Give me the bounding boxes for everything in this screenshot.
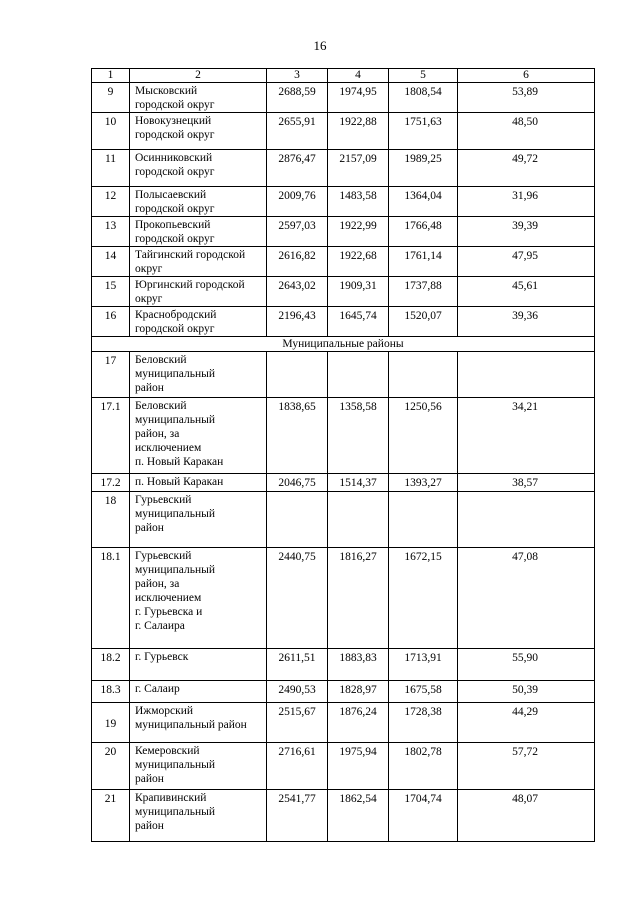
table-row <box>92 247 595 277</box>
value-cell-v4: 1816,27 <box>328 548 389 649</box>
municipality-name-cell <box>130 83 267 113</box>
municipality-name-line: городской округ <box>135 323 215 335</box>
municipality-name-line: Полысаевский <box>135 189 207 201</box>
municipality-name-cell <box>130 352 267 398</box>
value-cell-v3: 2440,75 <box>267 548 328 649</box>
municipality-name-line: округ <box>135 263 163 275</box>
row-number-cell: 20 <box>92 743 130 790</box>
municipality-name-cell <box>130 113 267 150</box>
row-number-cell: 18.1 <box>92 548 130 649</box>
value-cell-v3: 2611,51 <box>267 649 328 681</box>
value-cell-v4: 1358,58 <box>328 398 389 474</box>
municipality-name-line: Юргинский городской <box>135 279 245 291</box>
table-row <box>92 474 595 492</box>
value-cell-v4: 1883,83 <box>328 649 389 681</box>
value-cell-v3: 2643,02 <box>267 277 328 307</box>
table-row <box>92 703 595 743</box>
table-row <box>92 352 595 398</box>
value-cell-v3: 2716,61 <box>267 743 328 790</box>
value-cell-v5: 1675,58 <box>389 681 458 703</box>
value-cell-v5 <box>389 492 458 548</box>
row-number-cell: 17.1 <box>92 398 130 474</box>
section-row <box>92 337 595 352</box>
value-cell-v3: 2655,91 <box>267 113 328 150</box>
value-cell-v6: 55,90 <box>458 649 595 681</box>
row-number-cell: 17 <box>92 352 130 398</box>
header-cell: 2 <box>130 69 267 83</box>
value-cell-v4: 1876,24 <box>328 703 389 743</box>
table-row <box>92 83 595 113</box>
municipality-name-line: Мысковский <box>135 85 198 97</box>
value-cell-v6: 53,89 <box>458 83 595 113</box>
table-row <box>92 217 595 247</box>
table-row <box>92 548 595 649</box>
value-cell-v6: 48,07 <box>458 790 595 842</box>
municipality-name-line: район <box>135 820 164 832</box>
value-cell-v5: 1808,54 <box>389 83 458 113</box>
row-number-cell: 18.3 <box>92 681 130 703</box>
municipality-name-line: муниципальный район <box>135 719 247 731</box>
municipality-name-cell <box>130 474 267 492</box>
municipality-name-line: муниципальный <box>135 414 216 426</box>
value-cell-v5: 1713,91 <box>389 649 458 681</box>
municipality-name-line: Беловский <box>135 354 187 366</box>
value-cell-v3: 2490,53 <box>267 681 328 703</box>
row-number-cell: 12 <box>92 187 130 217</box>
value-cell-v5: 1364,04 <box>389 187 458 217</box>
municipality-name-line: муниципальный <box>135 508 216 520</box>
value-cell-v6: 45,61 <box>458 277 595 307</box>
value-cell-v5: 1393,27 <box>389 474 458 492</box>
value-cell-v4 <box>328 352 389 398</box>
value-cell-v4: 1514,37 <box>328 474 389 492</box>
value-cell-v3 <box>267 352 328 398</box>
table-row <box>92 492 595 548</box>
header-cell: 6 <box>458 69 595 83</box>
municipality-name-line: Гурьевский <box>135 494 192 506</box>
municipality-name-line: городской округ <box>135 233 215 245</box>
row-number-cell: 17.2 <box>92 474 130 492</box>
municipality-name-cell <box>130 681 267 703</box>
table-row <box>92 307 595 337</box>
municipality-name-line: Тайгинский городской <box>135 249 246 261</box>
municipality-name-cell <box>130 492 267 548</box>
row-number-cell: 10 <box>92 113 130 150</box>
row-number-cell: 9 <box>92 83 130 113</box>
value-cell-v6: 49,72 <box>458 150 595 187</box>
table-row <box>92 150 595 187</box>
value-cell-v4: 1922,99 <box>328 217 389 247</box>
table-row <box>92 790 595 842</box>
value-cell-v6: 31,96 <box>458 187 595 217</box>
value-cell-v6: 34,21 <box>458 398 595 474</box>
value-cell-v3: 2541,77 <box>267 790 328 842</box>
value-cell-v4: 1645,74 <box>328 307 389 337</box>
row-number-cell: 11 <box>92 150 130 187</box>
municipality-name-cell <box>130 307 267 337</box>
value-cell-v6: 39,39 <box>458 217 595 247</box>
municipality-name-line: г. Салаир <box>135 683 180 695</box>
municipality-name-cell <box>130 247 267 277</box>
municipality-name-line: Прокопьевский <box>135 219 211 231</box>
value-cell-v4: 1922,88 <box>328 113 389 150</box>
municipality-name-line: Беловский <box>135 400 187 412</box>
municipality-name-cell <box>130 217 267 247</box>
header-cell: 4 <box>328 69 389 83</box>
value-cell-v5: 1761,14 <box>389 247 458 277</box>
value-cell-v5: 1728,38 <box>389 703 458 743</box>
value-cell-v5: 1802,78 <box>389 743 458 790</box>
value-cell-v6 <box>458 492 595 548</box>
municipality-name-line: г. Салаира <box>135 620 185 632</box>
row-number-cell: 18.2 <box>92 649 130 681</box>
value-cell-v4: 1909,31 <box>328 277 389 307</box>
value-cell-v3 <box>267 492 328 548</box>
table-row <box>92 743 595 790</box>
row-number-cell: 15 <box>92 277 130 307</box>
value-cell-v5: 1737,88 <box>389 277 458 307</box>
municipality-name-line: муниципальный <box>135 564 216 576</box>
municipality-name-line: район, за <box>135 428 180 440</box>
municipality-name-line: район <box>135 382 164 394</box>
table-row <box>92 113 595 150</box>
value-cell-v4: 1483,58 <box>328 187 389 217</box>
value-cell-v5: 1751,63 <box>389 113 458 150</box>
municipality-name-line: Кемеровский <box>135 745 200 757</box>
municipality-name-line: Ижморский <box>135 705 194 717</box>
value-cell-v6: 47,08 <box>458 548 595 649</box>
value-cell-v5: 1250,56 <box>389 398 458 474</box>
value-cell-v5: 1520,07 <box>389 307 458 337</box>
municipality-name-line: Новокузнецкий <box>135 115 212 127</box>
value-cell-v4: 1828,97 <box>328 681 389 703</box>
municipality-name-line: Осинниковский <box>135 152 213 164</box>
page-number: 16 <box>313 38 327 53</box>
municipality-name-line: Крапивинский <box>135 792 207 804</box>
municipality-name-cell <box>130 790 267 842</box>
header-cell: 3 <box>267 69 328 83</box>
value-cell-v4 <box>328 492 389 548</box>
row-number-cell: 18 <box>92 492 130 548</box>
table-row <box>92 398 595 474</box>
value-cell-v3: 1838,65 <box>267 398 328 474</box>
value-cell-v3: 2009,76 <box>267 187 328 217</box>
municipality-name-line: район, за <box>135 578 180 590</box>
municipality-name-line: округ <box>135 293 163 305</box>
value-cell-v4: 1974,95 <box>328 83 389 113</box>
value-cell-v3: 2515,67 <box>267 703 328 743</box>
value-cell-v5: 1989,25 <box>389 150 458 187</box>
value-cell-v6: 44,29 <box>458 703 595 743</box>
municipality-name-cell <box>130 150 267 187</box>
header-cell: 5 <box>389 69 458 83</box>
section-title: Муниципальные районы <box>92 337 595 352</box>
municipality-name-line: городской округ <box>135 166 215 178</box>
municipality-name-line: исключением <box>135 442 202 454</box>
row-number-cell: 16 <box>92 307 130 337</box>
municipality-name-cell <box>130 703 267 743</box>
row-number-cell: 14 <box>92 247 130 277</box>
municipality-name-cell <box>130 649 267 681</box>
municipality-name-line: городской округ <box>135 203 215 215</box>
value-cell-v6 <box>458 352 595 398</box>
municipality-name-cell <box>130 743 267 790</box>
value-cell-v4: 2157,09 <box>328 150 389 187</box>
value-cell-v5: 1766,48 <box>389 217 458 247</box>
value-cell-v3: 2876,47 <box>267 150 328 187</box>
value-cell-v5: 1704,74 <box>389 790 458 842</box>
municipality-name-line: городской округ <box>135 129 215 141</box>
value-cell-v6: 38,57 <box>458 474 595 492</box>
tariff-table <box>91 68 595 842</box>
row-number-cell: 19 <box>92 703 130 743</box>
municipality-name-cell <box>130 548 267 649</box>
table-row <box>92 681 595 703</box>
table-row <box>92 649 595 681</box>
value-cell-v6: 57,72 <box>458 743 595 790</box>
value-cell-v6: 39,36 <box>458 307 595 337</box>
municipality-name-line: район <box>135 522 164 534</box>
value-cell-v3: 2046,75 <box>267 474 328 492</box>
value-cell-v4: 1922,68 <box>328 247 389 277</box>
municipality-name-line: Краснобродский <box>135 309 217 321</box>
municipality-name-line: муниципальный <box>135 759 216 771</box>
municipality-name-line: г. Гурьевска и <box>135 606 203 618</box>
row-number-cell: 21 <box>92 790 130 842</box>
header-cell: 1 <box>92 69 130 83</box>
value-cell-v5 <box>389 352 458 398</box>
value-cell-v6: 50,39 <box>458 681 595 703</box>
value-cell-v3: 2196,43 <box>267 307 328 337</box>
municipality-name-line: п. Новый Каракан <box>135 476 224 488</box>
value-cell-v4: 1975,94 <box>328 743 389 790</box>
municipality-name-cell <box>130 398 267 474</box>
municipality-name-line: муниципальный <box>135 368 216 380</box>
municipality-name-line: п. Новый Каракан <box>135 456 224 468</box>
municipality-name-line: городской округ <box>135 99 215 111</box>
municipality-name-line: район <box>135 773 164 785</box>
municipality-name-line: муниципальный <box>135 806 216 818</box>
value-cell-v5: 1672,15 <box>389 548 458 649</box>
municipality-name-cell <box>130 187 267 217</box>
row-number-cell: 13 <box>92 217 130 247</box>
value-cell-v6: 47,95 <box>458 247 595 277</box>
value-cell-v3: 2616,82 <box>267 247 328 277</box>
header-row <box>92 69 595 83</box>
table-row <box>92 187 595 217</box>
value-cell-v3: 2688,59 <box>267 83 328 113</box>
value-cell-v3: 2597,03 <box>267 217 328 247</box>
table-row <box>92 277 595 307</box>
municipality-name-line: исключением <box>135 592 202 604</box>
municipality-name-cell <box>130 277 267 307</box>
municipality-name-line: г. Гурьевск <box>135 651 189 663</box>
municipality-name-line: Гурьевский <box>135 550 192 562</box>
value-cell-v6: 48,50 <box>458 113 595 150</box>
value-cell-v4: 1862,54 <box>328 790 389 842</box>
